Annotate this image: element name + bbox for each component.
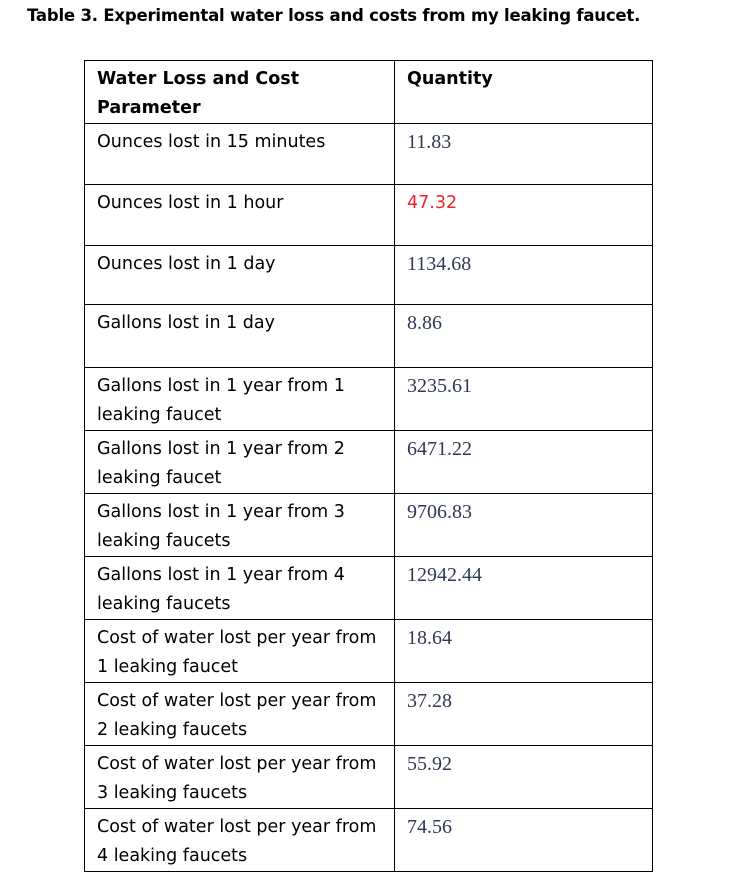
row-value-highlighted [395,185,653,246]
table-row [85,557,653,620]
row-value: 3235.61 [395,368,653,431]
row-label: Gallons lost in 1 year from 3 leaking faucets [85,494,395,557]
highlighted-value: 47.32 [407,193,458,213]
row-value: 55.92 [395,746,653,809]
table-row [85,620,653,683]
row-label: Gallons lost in 1 year from 2 leaking faucet [85,431,395,494]
row-label: Gallons lost in 1 year from 1 leaking faucet [85,368,395,431]
header-quantity: Quantity [395,61,653,124]
row-value: 1134.68 [395,246,653,305]
table-row [85,124,653,185]
row-value: 12942.44 [395,557,653,620]
row-value: 74.56 [395,809,653,872]
table-row [85,494,653,557]
table-header-row [85,61,653,124]
row-label: Gallons lost in 1 day [85,305,395,368]
row-value: 6471.22 [395,431,653,494]
row-label: Gallons lost in 1 year from 4 leaking faucets [85,557,395,620]
table-row [85,746,653,809]
table-row [85,185,653,246]
row-label: Cost of water lost per year from 2 leaking faucets [85,683,395,746]
row-label: Ounces lost in 1 hour [85,185,395,246]
row-label: Cost of water lost per year from 3 leaking faucets [85,746,395,809]
row-value: 18.64 [395,620,653,683]
row-value: 11.83 [395,124,653,185]
row-value: 37.28 [395,683,653,746]
table-row [85,246,653,305]
row-value: 8.86 [395,305,653,368]
table-row [85,683,653,746]
row-label: Ounces lost in 15 minutes [85,124,395,185]
row-label: Ounces lost in 1 day [85,246,395,305]
table-row [85,431,653,494]
table-row [85,368,653,431]
row-label: Cost of water lost per year from 4 leaking faucets [85,809,395,872]
table-caption: Table 3. Experimental water loss and costs from my leaking faucet. [27,6,641,25]
row-value: 9706.83 [395,494,653,557]
water-loss-table [84,60,653,872]
table-row [85,809,653,872]
row-label: Cost of water lost per year from 1 leaking faucet [85,620,395,683]
table-row [85,305,653,368]
header-parameter: Water Loss and Cost Parameter [85,61,395,124]
